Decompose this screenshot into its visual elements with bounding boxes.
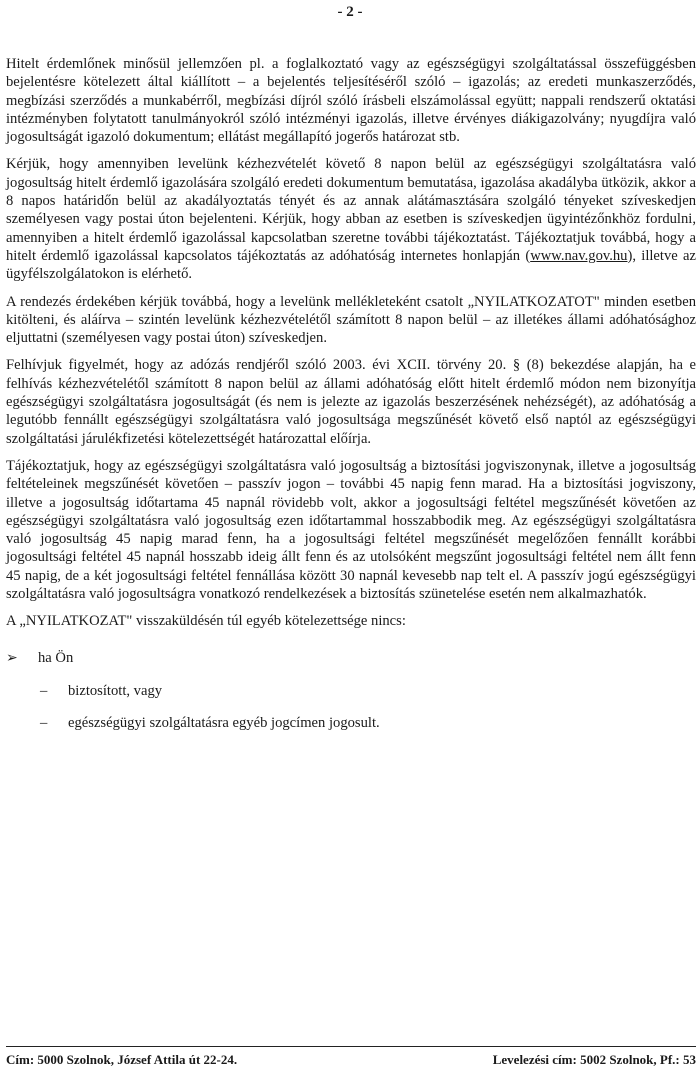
list-item — [40, 714, 696, 732]
paragraph-legal-notice: Felhívjuk figyelmét, hogy az adózás rendjéről szóló 2003. évi XCII. törvény 20. § (8) bekezdése alapján, ha e felhívás kézhezvételétől számított 8 napon belül az állami adóhatóság előtt hitelt érdemlő módon nem bizonyítja egészségügyi szolgáltatásra jogosultságát (és nem is jelezte az igazolás beszerzésének nehézségét), az adóhatóság a legutóbb fennállt egészségügyi szolgáltatásra való jogosultsága megszűnését követő első naptól az egészségügyi szolgáltatási járulékfizetési kötelezettségét határozattal előírja. — [6, 357, 696, 447]
arrow-bullet-icon: ➢ — [6, 650, 18, 666]
letter-body — [6, 55, 696, 733]
paragraph-text: ), illetve az ügyfélszolgálatokon is elérhető. — [6, 247, 696, 283]
page-number: - 2 - — [337, 4, 363, 20]
paragraph-request-deadline — [6, 155, 696, 283]
list-item — [40, 682, 696, 700]
paragraph-credible-proof: Hitelt érdemlőnek minősül jellemzően pl. a foglalkoztató vagy az egészségügyi szolgáltatással összefüggésben bejelentésre kötelezett által kiállított – a bejelentés teljesítéséről szóló – igazolás; az eredeti munkaszerződés, megbízási szerződés a munkabérről, megbízási díjról szóló írásbeli elszámolással együtt; nappali rendszerű oktatási intézményben folytatott tanulmányokról szóló intézményi igazolás, illetve érvényes diákigazolvány; nyugdíjra való jogosultságát igazoló dokumentum; ellátást megállapító jogerős határozat stb. — [6, 56, 696, 146]
list-item-label: ha Ön — [38, 649, 74, 666]
dash-bullet: – — [40, 682, 48, 699]
list-item — [6, 649, 696, 668]
footer-divider — [6, 1046, 696, 1047]
paragraph-text: Kérjük, hogy amennyiben levelünk kézhezvételét követő 8 napon belül az egészségügyi szolgáltatásra való jogosultság hitelt érdemlő igazolására szolgáló eredeti dokumentum bemutatása, igazolása akadályba ütközik, akkor a 8 napos határidőn belül az akadályoztatás tényét és az annak alátámasztására szolgáló tényeket szíveskedjen személyesen vagy postai úton bejelenteni. Kérjük, hogy abban az esetben is szíveskedjen ügyintézőnkhöz fordulni, amennyiben a hitelt érdemlő igazolással kapcsolatban szeretne további tájékoztatást. Tájékoztatjuk továbbá, hogy a hitelt érdemlő igazolással kapcsolatos tájékoztatás az adóhatóság internetes honlapján ( — [6, 156, 696, 264]
dash-bullet: – — [40, 715, 48, 732]
list-item-label: egészségügyi szolgáltatásra egyéb jogcímen jogosult. — [68, 715, 380, 732]
nav-website-link[interactable]: www.nav.gov.hu — [530, 247, 628, 264]
footer-postal-address: Levelezési cím: 5002 Szolnok, Pf.: 53 — [492, 1052, 696, 1067]
footer-address: Cím: 5000 Szolnok, József Attila út 22-24. — [6, 1052, 238, 1067]
paragraph-declaration-request: A rendezés érdekében kérjük továbbá, hogy a levelünk mellékleteként csatolt „NYILATKOZATOT" minden esetben kitölteni, és aláírva – szintén levelünk kézhezvételétől számított 8 napon belül – az illetékes állami adóhatósághoz eljuttatni (személyesen vagy postai úton) szíveskedjen. — [6, 293, 696, 347]
paragraph-passive-entitlement: Tájékoztatjuk, hogy az egészségügyi szolgáltatásra való jogosultság a biztosítási jogviszonynak, illetve a jogosultság feltételeinek megszűnését követően – passzív jogon – további 45 napig fenn marad. Ha a biztosítási jogviszony, illetve a jogosultság időtartama 45 napnál rövidebb volt, akkor a jogosultsági feltétel megszűnését követően az egészségügyi szolgáltatásra való jogosultság ezen időtartammal hosszabbodik meg. Az egészségügyi szolgáltatásra való jogosultság 45 napig marad fenn, ha a jogosultsági feltétel megszűnését megelőzően fennállt korábbi jogosultsági feltétel 45 napnál hosszabb ideig állt fenn és az utolsóként megszűnt jogosultsági feltétel nem állt fenn 45 napig, de a két jogosultsági feltétel fennállása között 30 napnál kevesebb nap telt el. A passzív jogú egészségügyi szolgáltatásra való jogosultságra vonatkozó rendelkezések a biztosítás szünetelése esetén nem alkalmazhatók. — [6, 457, 696, 603]
paragraph-no-other-obligation: A „NYILATKOZAT" visszaküldésén túl egyéb kötelezettsége nincs: — [6, 613, 406, 630]
footer — [6, 1052, 696, 1068]
list-item-label: biztosított, vagy — [68, 682, 163, 699]
